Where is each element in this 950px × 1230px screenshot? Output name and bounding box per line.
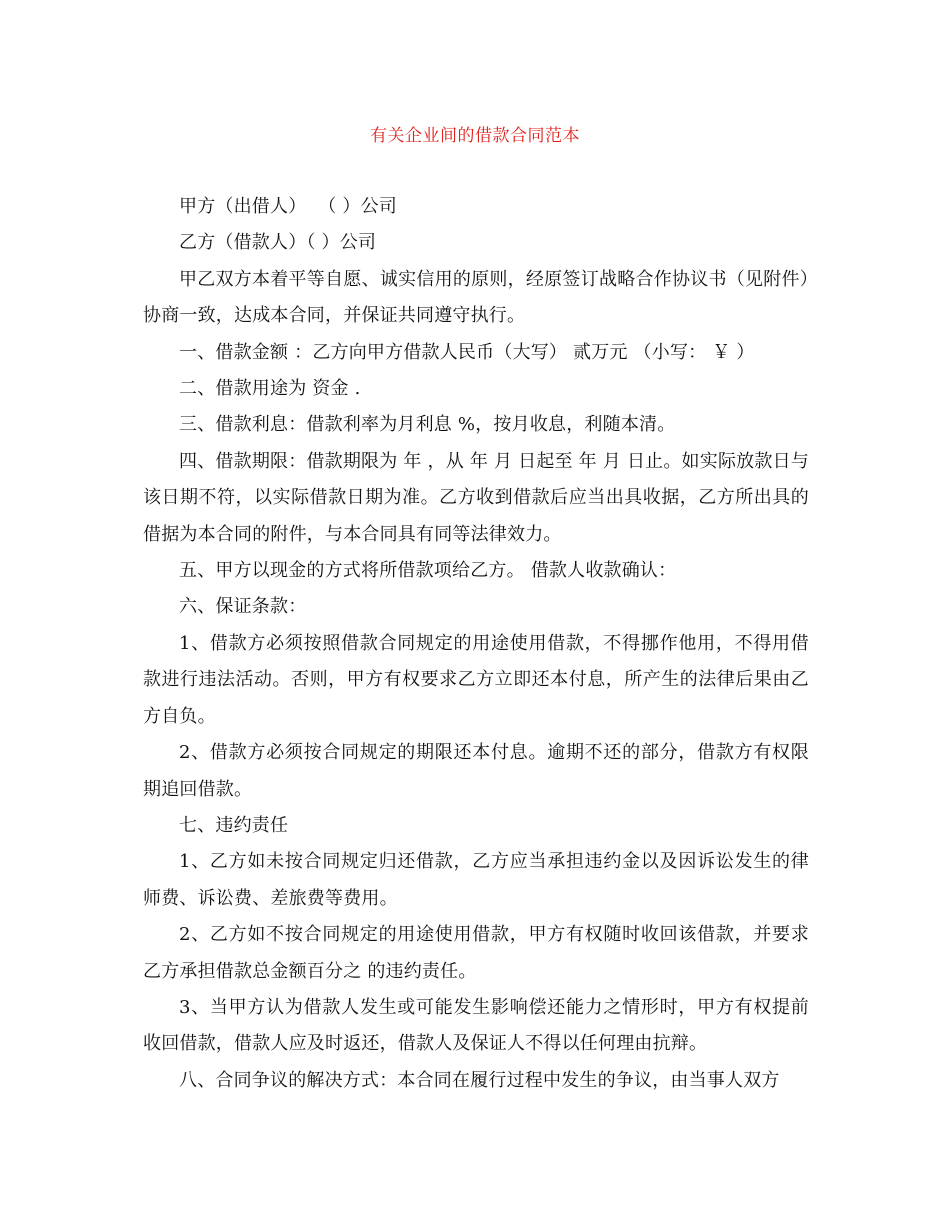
document-body <box>143 189 809 1099</box>
liability-item-2: 2、乙方如不按合同规定的用途使用借款，甲方有权随时收回该借款，并要求乙方承担借款总金额百分之 的违约责任。 <box>143 924 809 982</box>
party-b-line: 乙方（借款人）（ ）公司 <box>179 232 377 254</box>
party-a-line: 甲方（出借人） （ ）公司 <box>179 196 397 217</box>
document-title: 有关企业间的借款合同范本 <box>370 126 580 146</box>
clause-loan-interest: 三、借款利息：借款利率为月利息 %，按月收息，利随本清。 <box>179 414 676 436</box>
guarantee-item-2: 2、借款方必须按合同规定的期限还本付息。逾期不还的部分，借款方有权限期追回借款。 <box>143 742 809 800</box>
clause-guarantee-heading: 六、保证条款： <box>179 596 307 618</box>
clause-payment-method: 五、甲方以现金的方式将所借款项给乙方。 借款人收款确认： <box>179 560 677 582</box>
clause-loan-term: 四、借款期限：借款期限为 年 ，从 年 月 日起至 年 月 日止。如实际放款日与该日期不符，以实际借款日期为准。乙方收到借款后应当出具收据，乙方所出具的借据为本合同的附件，与本合同具有同等法律效力。 <box>143 450 809 545</box>
guarantee-item-1: 1、借款方必须按照借款合同规定的用途使用借款，不得挪作他用，不得用借款进行违法活动。否则，甲方有权要求乙方立即还本付息，所产生的法律后果由乙方自负。 <box>143 632 809 727</box>
clause-loan-amount: 一、借款金额 ：乙方向甲方借款人民币（大写） 贰万元 （小写： ￥ ） <box>179 341 755 363</box>
clause-liability-heading: 七、违约责任 <box>179 814 289 836</box>
liability-item-1: 1、乙方如未按合同规定归还借款，乙方应当承担违约金以及因诉讼发生的律师费、诉讼费、差旅费等费用。 <box>143 851 809 909</box>
liability-item-3: 3、当甲方认为借款人发生或可能发生影响偿还能力之情形时，甲方有权提前收回借款，借款人应及时返还，借款人及保证人不得以任何理由抗辩。 <box>143 996 809 1055</box>
clause-dispute-resolution: 八、合同争议的解决方式：本合同在履行过程中发生的争议，由当事人双方 <box>179 1069 780 1091</box>
preamble-paragraph: 甲乙双方本着平等自愿、诚实信用的原则，经原签订战略合作协议书（见附件）协商一致，达成本合同，并保证共同遵守执行。 <box>143 268 809 327</box>
clause-loan-purpose: 二、借款用途为 资金 . <box>179 378 361 400</box>
